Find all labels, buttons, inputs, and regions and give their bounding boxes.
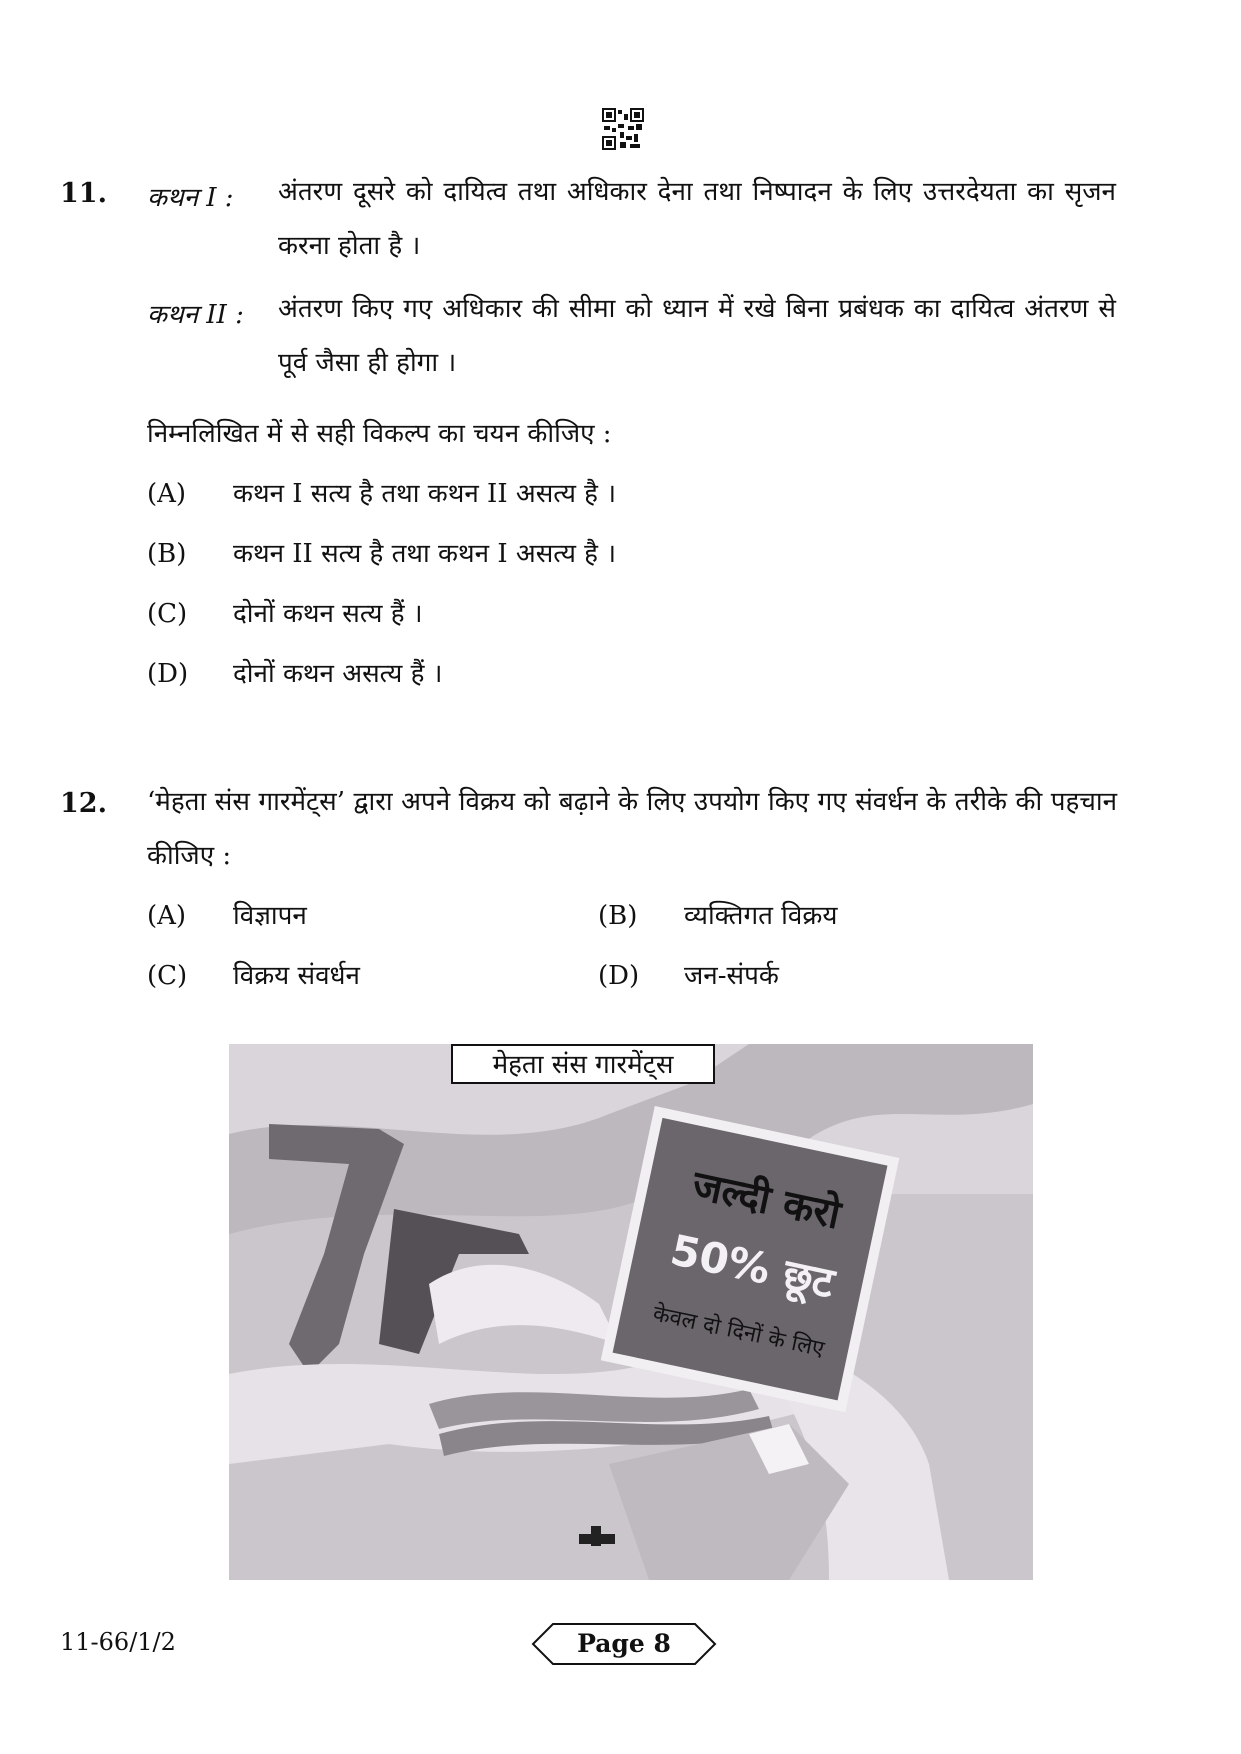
image-caption: मेहता संस गारमेंट्स	[451, 1044, 715, 1084]
option-key: (D)	[147, 659, 189, 689]
page-number-badge	[531, 1622, 717, 1666]
statement-1-text: अंतरण दूसरे को दायित्व तथा अधिकार देना तथा निष्पादन के लिए उत्तरदेयता का सृजन करना होता है ।	[278, 177, 1116, 261]
question-text: ‘मेहता संस गारमेंट्स’ द्वारा अपने विक्रय को बढ़ाने के लिए उपयोग किए गए संवर्धन के तरीके की पहचान कीजिए :	[147, 787, 1117, 871]
statement-1-label: कथन I :	[147, 183, 234, 213]
option-key: (B)	[598, 901, 638, 931]
option-b[interactable]	[598, 896, 837, 932]
option-text: विक्रय संवर्धन	[233, 961, 360, 991]
option-d[interactable]	[147, 654, 443, 690]
qr-code-icon	[602, 108, 644, 150]
option-key: (C)	[147, 599, 188, 629]
sign-line-2: 50% छूट	[666, 1225, 839, 1308]
option-d[interactable]	[598, 956, 779, 992]
option-key: (A)	[147, 901, 187, 931]
option-c[interactable]	[147, 594, 423, 630]
advertisement-image	[229, 1044, 1033, 1580]
option-text: व्यक्तिगत विक्रय	[684, 901, 838, 931]
option-text: कथन II सत्य है तथा कथन I असत्य है ।	[233, 539, 617, 569]
question-number: 11.	[60, 178, 107, 209]
option-key: (C)	[147, 961, 188, 991]
option-key: (D)	[598, 961, 640, 991]
option-text: दोनों कथन सत्य हैं ।	[233, 599, 423, 629]
option-text: जन-संपर्क	[684, 961, 779, 991]
sale-sign	[605, 1106, 904, 1412]
option-key: (B)	[147, 539, 187, 569]
option-c[interactable]	[147, 956, 360, 992]
instruction-text: निम्नलिखित में से सही विकल्प का चयन कीजिए :	[147, 419, 612, 449]
option-b[interactable]	[147, 534, 616, 570]
sign-line-3: केवल दो दिनों के लिए	[650, 1301, 827, 1363]
statement-2-text: अंतरण किए गए अधिकार की सीमा को ध्यान में रखे बिना प्रबंधक का दायित्व अंतरण से पूर्व जैसा ही होगा ।	[278, 294, 1116, 378]
option-a[interactable]	[147, 896, 307, 932]
option-key: (A)	[147, 479, 187, 509]
paper-code: 11-66/1/2	[60, 1628, 176, 1656]
sign-line-1: जल्दी करो	[688, 1162, 845, 1239]
question-number: 12.	[60, 788, 107, 819]
option-text: विज्ञापन	[233, 901, 307, 931]
page-label: Page 8	[577, 1629, 671, 1658]
statement-2-label: कथन II :	[147, 300, 244, 330]
option-text: कथन I सत्य है तथा कथन II असत्य है ।	[233, 479, 617, 509]
option-text: दोनों कथन असत्य हैं ।	[233, 659, 443, 689]
option-a[interactable]	[147, 474, 616, 510]
